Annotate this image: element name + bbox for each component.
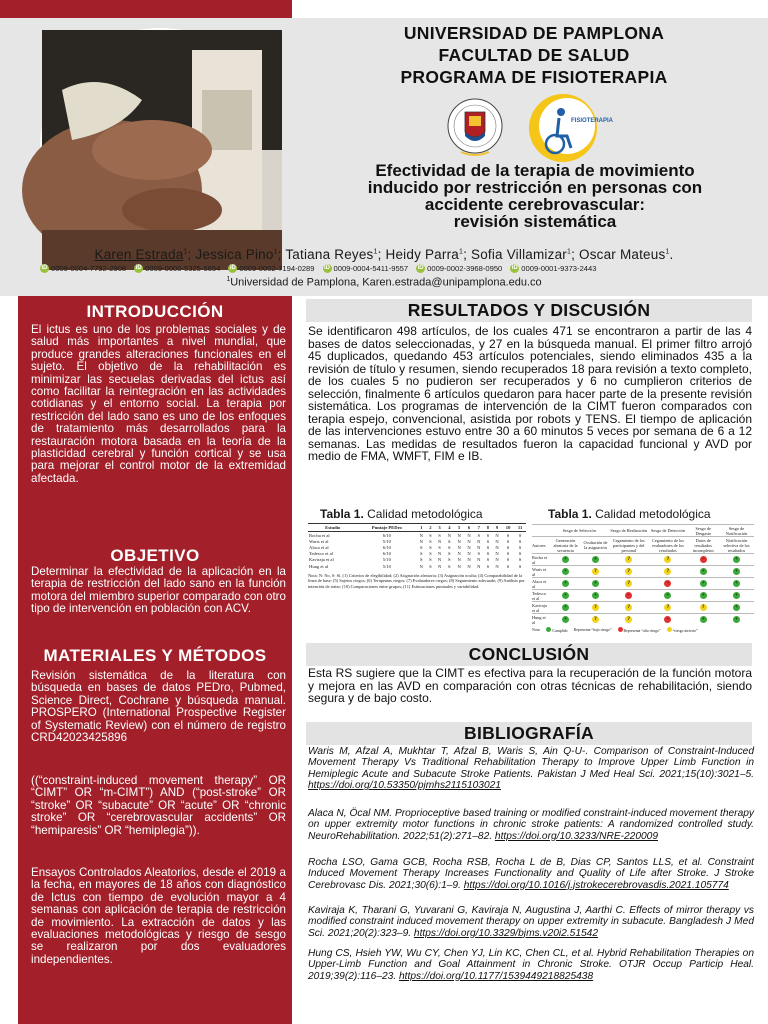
risk-cell — [582, 590, 609, 602]
table-cell: N — [419, 563, 423, 569]
orcid-id: 0009-0001-9373-2443 — [521, 264, 597, 273]
bibliography-entry — [308, 905, 754, 939]
bibliography-entry — [308, 948, 754, 982]
author-name: Heidy Parra — [385, 247, 459, 262]
risk-cell — [582, 566, 609, 578]
table-header-cell: 9 — [492, 524, 502, 532]
risk-dot-icon: + — [562, 604, 569, 611]
risk-cell — [609, 578, 648, 590]
risk-dot-icon: + — [733, 604, 740, 611]
author-cell: Rocha et al — [532, 554, 549, 566]
doi-link[interactable]: https://doi.org/10.3233/NRE-220009 — [494, 830, 659, 842]
table-cell: N — [467, 551, 471, 557]
table-cell: S — [506, 538, 510, 544]
author-name: Tatiana Reyes — [285, 247, 374, 262]
table-cell: N — [419, 538, 423, 544]
table-header-cell: 3 — [435, 524, 445, 532]
group-header: Sesgo de Notificación — [719, 525, 754, 537]
orcid-item[interactable] — [228, 264, 314, 273]
orcid-id: 0009-0004-5411-9557 — [333, 264, 409, 273]
legend-text: Representa “bajo riesgo” — [573, 628, 612, 632]
table-cell: N — [447, 532, 451, 538]
risk-cell — [688, 554, 719, 566]
risk-cell — [719, 566, 754, 578]
risk-dot-icon: ? — [625, 604, 632, 611]
table-cell: 5/10 — [382, 563, 391, 569]
results-heading: RESULTADOS Y DISCUSIÓN — [306, 299, 752, 322]
results-text: Se identificaron 498 artículos, de los cuales 471 se encontraron a partir de las 4 bases de datos seleccionadas, y 27 en la búsqueda manual. El primer filtro arrojó 45 duplicados, quedando 453 artículos potenciales, siendo eliminados 435 a la revisión de título y resumen, siendo recuperados 18 para revisión a texto completo, de los cuales 5 no pudieron ser recuperados y 6 no cumplieron criterios de selección, finalmente 6 artículos quedaron para hacer parte de la presente revisión sistemática. Los programas de intervención de la CIMT fueron comparados con terapia espejo, convencional, asistida por robots y TENS. El tiempo de aplicación de las intervenciones estuvo entre 30 a 60 minutos 5 veces por semana de 6 a 12 semanas. Las medidas de resultados fueron la capacidad funcional y AVD por medio de FMA, WMFT, FIM e IB. — [308, 324, 752, 463]
title-line: revisión sistemática — [453, 212, 617, 231]
bibliography-heading: BIBLIOGRAFÍA — [306, 722, 752, 745]
citation-text: Kaviraja K, Tharani G, Yuvarani G, Kaviraja N, Augustina J, Aarthi C. Effects of mirror therapy vs modified constraint induced movement therapy on upper extremity in subacute. Bangladesh J Med Sci. 2021;20(2):323–9. — [308, 905, 754, 939]
table-row — [532, 566, 754, 578]
sub-header: Ocultación de la asignación — [582, 537, 609, 554]
table-row — [308, 532, 526, 539]
risk-cell — [719, 614, 754, 626]
table-cell: S — [486, 563, 490, 569]
risk-dot-icon: ? — [592, 604, 599, 611]
conclusion-heading: CONCLUSIÓN — [306, 643, 752, 666]
table-cell: S — [477, 551, 481, 557]
risk-dot-icon: + — [562, 592, 569, 599]
risk-dot-icon: ? — [625, 556, 632, 563]
methods-text-1: Revisión sistemática de la literatura con búsqueda en bases de datos PEDro, Pubmed, Science Direct, Cochrane y búsqueda manual. PROSPERO (International Prospective Register of Systematic Review) con el número de registro CRD42023425896 — [31, 669, 286, 745]
table-cell: S — [518, 551, 522, 557]
poster-title — [302, 162, 768, 230]
risk-dot-icon: ? — [592, 616, 599, 623]
table-header-row — [308, 524, 526, 532]
table-cell: S — [486, 544, 490, 550]
author-name: Karen Estrada — [94, 247, 184, 262]
author-cell: Waris et al — [532, 566, 549, 578]
table-cell: S — [429, 532, 432, 538]
risk-cell — [719, 602, 754, 614]
table-cell: S — [419, 551, 423, 557]
risk-dot-icon: + — [733, 580, 740, 587]
physiotherapy-logo — [527, 92, 614, 164]
author-cell: Tedesco et al — [532, 590, 549, 602]
intro-heading: INTRODUCCIÓN — [86, 302, 224, 321]
orcid-item[interactable] — [134, 264, 220, 273]
orcid-id: 0009-0002-7194-0289 — [239, 264, 315, 273]
table-row — [532, 614, 754, 626]
risk-cell — [549, 590, 582, 602]
legend-red-dot — [618, 627, 623, 632]
affiliation — [0, 276, 768, 289]
orcid-item[interactable] — [40, 264, 126, 273]
table-cell: N — [457, 532, 461, 538]
risk-dot-icon: + — [562, 580, 569, 587]
group-header: Sesgo de Desgaste — [688, 525, 719, 537]
risk-dot-icon: + — [733, 556, 740, 563]
title-line: accidente cerebrovascular: — [424, 195, 646, 214]
table-cell: S — [438, 532, 441, 538]
risk-dot-icon: ? — [664, 604, 671, 611]
logo-fisio-text: FISIOTERAPIA — [571, 118, 614, 124]
table-cell: S — [429, 563, 432, 569]
sub-header: Cegamiento de los participantes y del personal — [609, 537, 648, 554]
legend-green-dot — [546, 627, 551, 632]
table-row — [308, 563, 526, 569]
author-sup: 1 — [459, 248, 464, 256]
risk-dot-icon: + — [733, 592, 740, 599]
table-cell: S — [506, 532, 510, 538]
table-cell: 6/10 — [382, 551, 391, 557]
risk-dot-icon: + — [562, 568, 569, 575]
risk-dot-icon: ? — [664, 568, 671, 575]
risk-dot-icon: + — [592, 592, 599, 599]
table2-label: Tabla 1. — [548, 507, 592, 521]
sub-header: Autores — [532, 537, 549, 554]
risk-dot-icon: + — [562, 556, 569, 563]
table-cell: 6/10 — [382, 532, 391, 538]
citation-text: Rocha LSO, Gama GCB, Rocha RSB, Rocha L de B, Dias CP, Santos LLS, et al. Constraint Induced Movement Therapy Increases Functionality and Quality of Life after Stroke. J Stroke Cerebrovasc Dis. 2021;30(6):1–9. — [308, 857, 754, 891]
table-cell: N — [467, 532, 471, 538]
risk-dot-icon: ? — [625, 616, 632, 623]
table-header-cell: 7 — [474, 524, 484, 532]
title-line: inducido por restricción en personas con — [367, 178, 703, 197]
sub-header: Generación aleatoria de la secuencia — [549, 537, 582, 554]
table-cell: S — [506, 557, 510, 563]
risk-dot-icon: + — [592, 556, 599, 563]
table-cell: S — [448, 544, 451, 550]
title-line: Efectividad de la terapia de movimiento — [375, 161, 695, 180]
table-cell: Alaca et al — [309, 544, 329, 550]
risk-cell — [582, 614, 609, 626]
risk-dot-icon: + — [592, 580, 599, 587]
risk-dot-icon: + — [733, 616, 740, 623]
top-red-strip — [0, 0, 292, 18]
risk-cell — [719, 590, 754, 602]
doi-link[interactable]: https://doi.org/10.53350/pjmhs2115103021 — [308, 780, 501, 792]
citation-text: Waris M, Afzal A, Mukhtar T, Afzal B, Waris S, Ain Q-U-. Comparison of Constraint-Induced Movement Therapy Vs Traditional Rehabilitation Therapy to Improve Upper Limb Function in Hemiplegic Acute and Subacute Stroke Patients. Pakistan J Med Heal Sci. 2021;15(10):3021–5. — [308, 746, 754, 780]
table-cell: S — [486, 557, 490, 563]
risk-cell — [688, 614, 719, 626]
risk-cell — [549, 578, 582, 590]
doi-link[interactable]: https://doi.org/10.1177/1539449218825438 — [399, 970, 594, 982]
table-row — [532, 602, 754, 614]
orcid-id: 0009-0000-5325-5654 — [145, 264, 221, 273]
table-cell: Kaviraja et al — [309, 557, 334, 563]
risk-dot-icon: + — [700, 568, 707, 575]
legend-text: Representa “alto riesgo” — [623, 629, 661, 633]
table-header-cell: 6 — [464, 524, 474, 532]
risk-cell — [582, 554, 609, 566]
risk-cell — [719, 554, 754, 566]
risk-cell — [609, 614, 648, 626]
table-cell: S — [448, 538, 451, 544]
author-sup: 1 — [567, 248, 572, 256]
table-cell: N — [467, 538, 471, 544]
author-list: Karen Estrada$^1$; Jessica Pino$^1$; Tatiana Reyes$^1$; Heidy Parra$^1$; Sofia Villamizar$^1$; Oscar Mateus$^1$. — [94, 247, 674, 262]
citation-text: Hung CS, Hsieh YW, Wu CY, Chen YJ, Lin KC, Chen CL, et al. Hybrid Rehabilitation Therapies on Upper-Limb Function and Goal Attainment in Chronic Stroke. OTJR Occup Particip Heal. 2019;39(2):116–23. — [308, 948, 754, 982]
author-sup: 1 — [665, 248, 670, 256]
legend-item — [574, 628, 612, 632]
table-header-cell: 8 — [484, 524, 492, 532]
table-cell: S — [518, 557, 522, 563]
risk-dot-icon: + — [562, 616, 569, 623]
risk-dot-icon: + — [700, 592, 707, 599]
table-cell: N — [457, 551, 461, 557]
legend-label: Nota: — [532, 628, 541, 632]
table-cell: N — [457, 544, 461, 550]
citation-text: Alaca N, Öcal NM. Proprioceptive based training or modified constraint-induced movement therapy on upper extremity motor functions in chronic stroke patients: A randomized controlled study. NeuroRehabilitation. 2022;51(2):271–82. — [308, 808, 754, 842]
table-cell: N — [495, 538, 499, 544]
table2-legend — [532, 625, 754, 633]
risk-cell — [648, 590, 687, 602]
author-cell: Kaviraja et al — [532, 602, 549, 614]
table-cell: S — [518, 544, 522, 550]
left-column — [18, 296, 292, 1024]
hands-photo — [40, 28, 280, 268]
university-seal-logo — [447, 96, 503, 160]
risk-dot-icon: + — [700, 616, 707, 623]
table-header-cell: 11 — [514, 524, 526, 532]
table-cell: N — [495, 532, 499, 538]
table-cell: N — [457, 538, 461, 544]
risk-cell — [648, 578, 687, 590]
author-name: Sofia Villamizar — [471, 247, 567, 262]
table1-caption-text: Calidad metodológica — [367, 507, 483, 521]
objective-heading: OBJETIVO — [110, 546, 200, 565]
bibliography-entry — [308, 857, 754, 891]
table-cell: N — [477, 563, 481, 569]
risk-dot-icon: ? — [625, 580, 632, 587]
table-cell: S — [477, 532, 481, 538]
risk-cell — [688, 578, 719, 590]
table-cell: N — [437, 557, 442, 563]
table-cell: S — [518, 563, 522, 569]
orcid-list — [40, 264, 768, 273]
group-header: Sesgo de Detección — [648, 525, 687, 537]
table-cell: S — [429, 551, 432, 557]
table-cell: N — [477, 538, 481, 544]
risk-cell — [719, 578, 754, 590]
orcid-icon: iD — [41, 265, 48, 271]
sub-header: Datos de resultados incompletos — [688, 537, 719, 554]
table-header-cell: 1 — [416, 524, 426, 532]
risk-cell — [688, 590, 719, 602]
risk-dot-icon: ? — [625, 568, 632, 575]
risk-dot-icon: + — [700, 580, 707, 587]
table-cell: S — [518, 532, 522, 538]
author-cell: Alaca et al — [532, 578, 549, 590]
risk-cell — [549, 566, 582, 578]
table-cell: N — [437, 551, 442, 557]
conclusion-text: Esta RS sugiere que la CIMT es efectiva para la recuperación de la función motora y mejora en las AVD en comparación con otras técnicas de rehabilitación, siendo segura y de bajo costo. — [308, 666, 752, 705]
bibliography-entry — [308, 746, 754, 792]
risk-cell — [648, 602, 687, 614]
author-name: Jessica Pino — [195, 247, 274, 262]
table1-note: Nota: N: No, S: Sí. (1) Criterios de elegibilidad; (2) Asignación aleatoria; (3) Asignación oculta; (4) Comparabilidad de la línea de base; (5) Sujetos ciegos; (6) Terapeutas ciegos; (7) Evaluadores ciegos; (8) Seguimiento adecuado; (9) Análisis por intención de tratar; (10) Comparaciones entre grupos; (11) Estimaciones puntuales y variabilidad. — [308, 573, 525, 589]
table-cell: 5/10 — [382, 557, 391, 563]
table-cell: N — [467, 563, 471, 569]
risk-cell — [688, 602, 719, 614]
risk-cell — [648, 614, 687, 626]
risk-dot-icon: + — [733, 568, 740, 575]
risk-cell — [549, 554, 582, 566]
table2-caption — [548, 507, 711, 521]
sub-header: Cegamiento de los evaluadores de los resultados — [648, 537, 687, 554]
legend-text: Cumplido — [552, 629, 568, 633]
intro-text: El ictus es uno de los problemas sociales y de salud más importantes a nivel mundial, que produce grandes alteraciones funcionales en el sujeto. El objetivo de la rehabilitación es minimizar las secuelas derivadas del ictus así como facilitar la reintegración en las actividades cotidianas y el entorno social. La terapia por restricción del lado sano es uno de los enfoques de tratamiento más desarrollados para la restauración motora basada en la teoría de la plasticidad cerebral y función cortical y se usa para mejorar el control motor de la extremidad afectada. — [31, 323, 286, 485]
author-name: Oscar Mateus — [579, 247, 666, 262]
author-cell: Hung et al — [532, 614, 549, 626]
table-cell: S — [506, 551, 510, 557]
table-cell: S — [506, 544, 510, 550]
doi-link[interactable]: https://doi.org/10.1016/j.jstrokecerebrovasdis.2021.105774 — [463, 879, 729, 891]
orcid-icon: iD — [511, 265, 518, 271]
table-cell: S — [419, 544, 423, 550]
table2-caption-text: Calidad metodológica — [595, 507, 711, 521]
group-header: Sesgo de Selección — [549, 525, 609, 537]
risk-cell — [549, 602, 582, 614]
risk-cell — [582, 578, 609, 590]
table-cell: Rocha et al — [309, 532, 330, 538]
table-row — [532, 578, 754, 590]
table-cell: Tedesco et al — [309, 551, 333, 557]
risk-dot-icon: − — [700, 556, 707, 563]
orcid-id: 0009-0002-3968-0950 — [427, 264, 503, 273]
risk-dot-icon: − — [664, 616, 671, 623]
risk-cell — [609, 566, 648, 578]
author-sup: 1 — [373, 248, 378, 256]
table-cell: S — [506, 563, 510, 569]
table1-label: Tabla 1. — [320, 507, 364, 521]
table-cell: N — [495, 563, 499, 569]
table-cell: N — [457, 563, 461, 569]
objective-text: Determinar la efectividad de la aplicación en la terapia de restricción del lado sano en la función motora del miembro superior comparado con otro tipo de intervención en población con ACV. — [31, 565, 286, 616]
table-cell: Waris et al — [309, 538, 329, 544]
orcid-item[interactable] — [323, 264, 409, 273]
orcid-item[interactable] — [416, 264, 502, 273]
risk-cell — [609, 554, 648, 566]
risk-dot-icon: ? — [664, 556, 671, 563]
table-cell: S — [429, 557, 432, 563]
faculty-name: FACULTAD DE SALUD — [438, 45, 630, 65]
table-row — [532, 554, 754, 566]
risk-dot-icon: + — [664, 592, 671, 599]
affiliation-sup: 1 — [226, 276, 231, 283]
table-cell: N — [467, 557, 471, 563]
table-header-cell: 5 — [454, 524, 464, 532]
table-cell: S — [448, 551, 451, 557]
table-header-cell: Puntaje PEDro — [357, 524, 416, 532]
orcid-icon: iD — [324, 265, 331, 271]
risk-of-bias-table — [532, 524, 754, 633]
table-cell: N — [495, 551, 499, 557]
risk-dot-icon: − — [664, 580, 671, 587]
table-header-cell: 10 — [502, 524, 514, 532]
table-row — [532, 590, 754, 602]
table-header-cell: 4 — [444, 524, 454, 532]
table-cell: S — [486, 532, 490, 538]
legend-item — [618, 627, 661, 633]
table-cell: S — [486, 538, 490, 544]
table-group-header-row — [532, 525, 754, 537]
table-cell: S — [419, 557, 423, 563]
orcid-item[interactable] — [510, 264, 596, 273]
risk-dot-icon: ? — [700, 604, 707, 611]
sub-header: Notificación selectiva de los resultados — [719, 537, 754, 554]
table-header-cell: 2 — [426, 524, 434, 532]
orcid-icon: iD — [135, 265, 142, 271]
orcid-icon: iD — [417, 265, 424, 271]
group-header: Sesgo de Realización — [609, 525, 648, 537]
methods-search-string: ((“constraint-induced movement therapy” OR “CIMT” OR “m-CIMT”) AND (“post-stroke” OR “stroke” OR “subacute” OR “acute” OR “chronic stroke” OR “cerebrovascular accidents” OR “hemiparesis” OR “hemiplegia”)). — [31, 774, 286, 837]
table-cell: Hung et al — [309, 563, 329, 569]
methods-text-3: Ensayos Controlados Aleatorios, desde el 2019 a la fecha, en mayores de 18 años con diagnóstico de Ictus con tiempo de evolución mayor a 4 semanas con aplicación de terapia de restricción de movimiento. La extracción de datos y las evaluaciones metodológicas y riesgo de sesgo se realizaron por dos evaluadores independientes. — [31, 866, 286, 966]
bibliography-entry — [308, 808, 754, 842]
program-name: PROGRAMA DE FISIOTERAPIA — [400, 67, 668, 87]
risk-cell — [648, 566, 687, 578]
table-cell: S — [448, 557, 451, 563]
legend-yellow-dot — [667, 627, 672, 632]
table-sub-header-row — [532, 537, 754, 554]
table-cell: N — [419, 532, 423, 538]
table-cell: 6/10 — [382, 544, 391, 550]
table-cell: N — [437, 538, 442, 544]
table-cell: N — [495, 544, 499, 550]
table-cell: S — [448, 563, 451, 569]
table-cell: S — [429, 544, 432, 550]
pedro-quality-table — [308, 523, 526, 613]
table-cell: N — [437, 563, 442, 569]
table-cell: S — [518, 538, 522, 544]
university-name: UNIVERSIDAD DE PAMPLONA — [403, 23, 665, 43]
orcid-id: 0009-0004-7792-2908 — [51, 264, 127, 273]
risk-cell — [549, 614, 582, 626]
legend-text: “riesgo incierto” — [672, 629, 698, 633]
table-cell: N — [457, 557, 461, 563]
table-cell: S — [486, 551, 490, 557]
risk-dot-icon: − — [625, 592, 632, 599]
methods-heading: MATERIALES Y MÉTODOS — [43, 646, 267, 665]
table-cell: N — [495, 557, 499, 563]
risk-cell — [582, 602, 609, 614]
table-header-cell: Estudio — [308, 524, 357, 532]
table-cell: S — [438, 544, 441, 550]
orcid-icon: iD — [229, 265, 236, 271]
table-cell: 5/10 — [382, 538, 391, 544]
risk-dot-icon: ? — [592, 568, 599, 575]
risk-cell — [609, 602, 648, 614]
affiliation-text: Universidad de Pamplona, Karen.estrada@unipamplona.edu.co — [230, 276, 542, 289]
legend-item — [546, 627, 567, 633]
table1-caption — [320, 507, 483, 521]
table-cell: S — [429, 538, 432, 544]
author-sup: 1 — [273, 248, 278, 256]
table-cell: N — [467, 544, 471, 550]
table-cell: N — [477, 557, 481, 563]
table-cell: N — [477, 544, 481, 550]
risk-cell — [648, 554, 687, 566]
risk-cell — [609, 590, 648, 602]
legend-item — [667, 627, 698, 633]
risk-cell — [688, 566, 719, 578]
author-sup: 1 — [183, 248, 188, 256]
doi-link[interactable]: https://doi.org/10.3329/bjms.v20i2.51542 — [413, 927, 598, 939]
